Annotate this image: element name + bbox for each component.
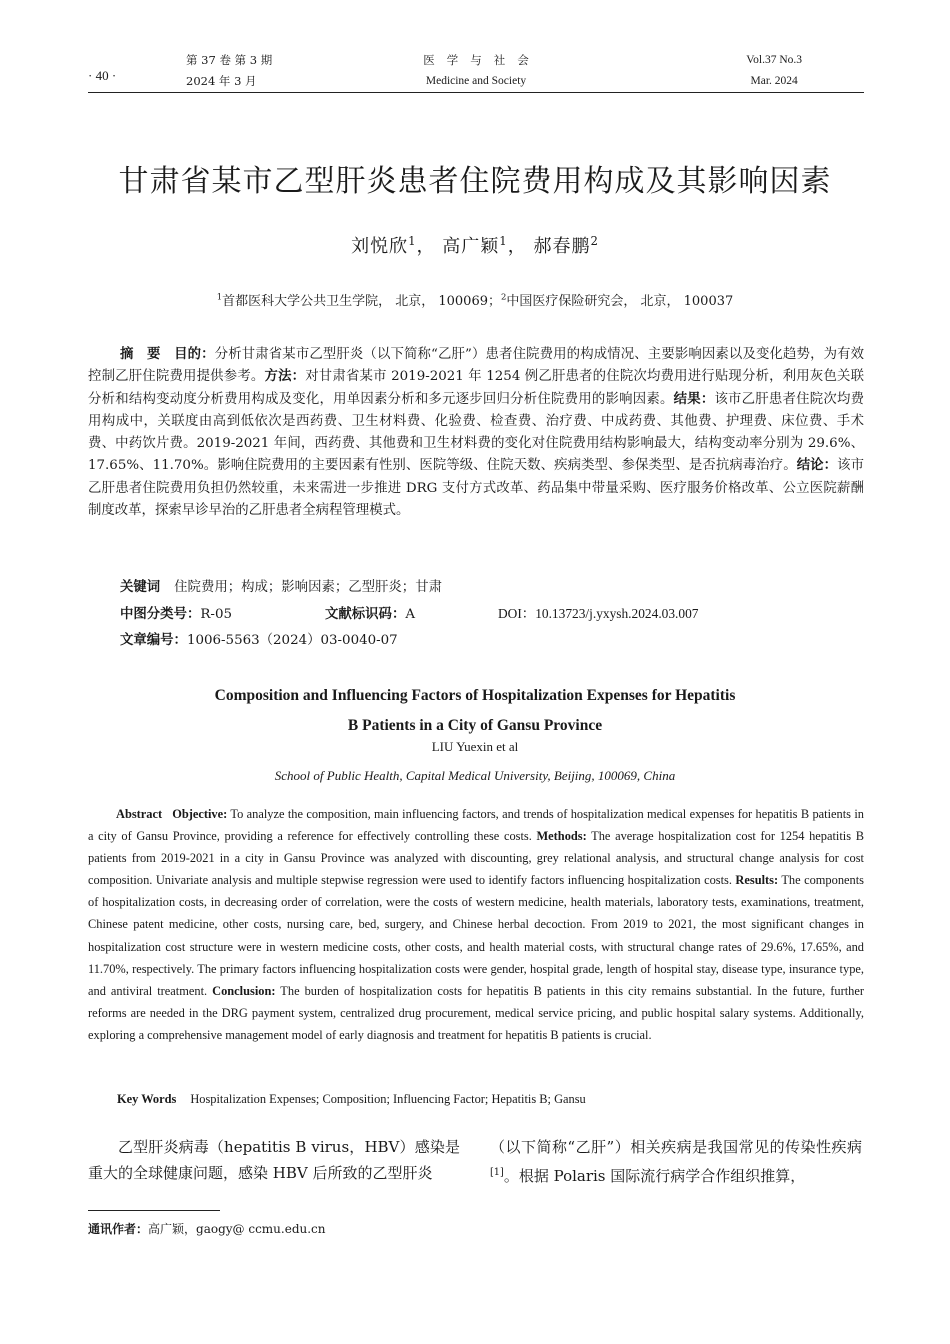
document-code <box>325 603 415 622</box>
clc-value: R-05 <box>200 607 232 622</box>
conclusion-en-text: The burden of hospitalization costs for hepatitis B patients in this city remains substantial. In the future, further reforms are needed in the DRG payment system, centralized drug procurement, medical service pricing, and public hospital salary systems. Additionally, exploring a comprehensive management model of early diagnosis and treatment for hepatitis B patients is crucial. <box>88 983 864 1042</box>
results-en-text: The components of hospitalization costs, in decreasing order of correlation, were the costs of western medicine, health materials, laboratory tests, examinations, treatment, Chinese patent medicine, other costs, nursing care, bed, surgery, and Chinese herbal decoction. From 2019 to 2021, the most significant changes in hospitalization cost structure were in western medicine costs, other costs, and health material costs, with structural change rates of 29.6%, 17.65%, and 11.70%, respectively. The primary factors influencing hospitalization costs were gender, hospital grade, length of hospital stay, disease type, insurance type, and antiviral treatment. <box>88 873 864 998</box>
article-number <box>120 629 398 648</box>
article-title-en <box>0 681 950 741</box>
author-affil-mark: 1 <box>499 234 508 248</box>
doc-value: A <box>405 607 416 622</box>
methods-en-label: Methods: <box>536 829 587 844</box>
author-name: 郝春鹏 <box>533 236 591 257</box>
author-name: 高广颖 <box>442 236 500 257</box>
body-right-text-cont: 。根据 Polaris 国际流行病学合作组织推算， <box>503 1167 806 1185</box>
author-name: 刘悦欣 <box>351 236 409 257</box>
abstract-cn <box>88 344 864 522</box>
affiliation-en: School of Public Health, Capital Medical University, Beijing, 100069, China <box>274 768 676 783</box>
title-en-line2: B Patients in a City of Gansu Province <box>347 717 603 734</box>
body-right-text: （以下简称“乙肝”）相关疾病是我国常见的传染性疾病 <box>490 1138 862 1156</box>
page-number: · 40 · <box>88 68 117 83</box>
journal-name-en: Medicine and Society <box>425 75 527 87</box>
results-text: 该市乙肝患者住院次均费用构成中，关联度由高到低依次是西药费、卫生材料费、化验费、检查费、治疗费、中成药费、其他费、护理费、床位费、手术费、中药饮片费。2019-2021 年间，西药费、其他费和卫生材料费的变化对住院费用结构影响最大，结构变动率分别为 29.6%、17.65%、11.70%。影响住院费用的主要因素有性别、医院等级、住院天数、疾病类型、参保类型、是否抗病毒治疗。 <box>88 391 865 474</box>
objective-en-label: Objective: <box>172 807 228 821</box>
conclusion-text: 该市乙肝患者住院费用负担仍然较重，未来需进一步推进 DRG 支付方式改革、药品集中带量采购、医疗服务价格改革、公立医院薪酬制度改革，探索早诊早治的乙肝患者全病程管理模式。 <box>88 458 865 519</box>
author-en: LIU Yuexin et al <box>431 739 519 754</box>
article-label: 文章编号： <box>120 633 187 648</box>
title-en-line1: Composition and Influencing Factors of Hospitalization Expenses for Hepatitis <box>214 687 736 704</box>
running-header <box>88 46 864 93</box>
date-en: Mar. 2024 <box>750 75 798 87</box>
footnote-text: 高广颖，gaogy@ ccmu.edu.cn <box>148 1222 326 1236</box>
keywords-en-text: Hospitalization Expenses; Composition; Influencing Factor; Hepatitis B; Gansu <box>190 1092 586 1106</box>
abstract-label: 摘 要 <box>120 347 161 362</box>
affil-text: 中国医疗保险研究会， 北京， 100037 <box>506 294 734 309</box>
affiliation-cn <box>0 290 950 309</box>
author-separator: ， <box>416 236 443 257</box>
volume-en: Vol.37 No.3 <box>746 54 802 66</box>
doc-label: 文献标识码： <box>325 607 406 622</box>
citation-ref: [1] <box>490 1167 504 1178</box>
body-column-left: 乙型肝炎病毒（hepatitis B virus，HBV）感染是重大的全球健康问题，感染 HBV 后所致的乙型肝炎 <box>88 1138 460 1182</box>
footnote <box>88 1220 326 1237</box>
objective-text: 分析甘肃省某市乙型肝炎（以下简称“乙肝”）患者住院费用的构成情况、主要影响因素以及变化趋势，为有效控制乙肝住院费用提供参考。 <box>88 347 865 385</box>
date-cn: 2024 年 3 月 <box>186 74 257 88</box>
keywords-en <box>117 1092 586 1107</box>
affil-mark: 1 <box>216 291 223 302</box>
journal-name-cn: 医学与社会 <box>423 53 541 67</box>
methods-label: 方法： <box>264 369 306 385</box>
author-affil-mark: 2 <box>590 234 599 248</box>
keywords-en-label: Key Words <box>117 1092 177 1106</box>
methods-text: 对甘肃省某市 2019-2021 年 1254 例乙肝患者的住院次均费用进行贴现分析，利用灰色关联分析和结构变动度分析费用构成及变化，用单因素分析和多元逐步回归分析住院费用的影响因素。 <box>88 369 865 407</box>
header-volume-en <box>746 50 802 92</box>
footnote-label: 通讯作者： <box>88 1222 149 1236</box>
clc-label: 中图分类号： <box>120 607 201 622</box>
doi: DOI：10.13723/j.yxysh.2024.03.007 <box>498 606 699 621</box>
objective-en-text: To analyze the composition, main influencing factors, and trends of hospitalization medical expenses for hepatitis B patients in a city of Gansu Province, providing a reference for effectively controlling these costs. <box>88 807 865 844</box>
footnote-divider <box>88 1210 220 1211</box>
body-column-right <box>490 1134 862 1189</box>
article-title-cn: 甘肃省某市乙型肝炎患者住院费用构成及其影响因素 <box>118 164 832 199</box>
affil-text: 首都医科大学公共卫生学院， 北京， 100069； <box>222 294 501 309</box>
article-value: 1006-5563（2024）03-0040-07 <box>186 633 398 648</box>
results-en-label: Results: <box>735 873 779 888</box>
conclusion-en-label: Conclusion: <box>212 983 276 998</box>
objective-label: 目的： <box>174 347 215 362</box>
author-list-cn <box>0 232 950 258</box>
affil-mark: 2 <box>501 291 507 302</box>
author-separator: ， <box>507 236 534 257</box>
conclusion-label: 结论： <box>796 458 838 474</box>
methods-en-text: The average hospitalization cost for 1254 hepatitis B patients from 2019-2021 in a city in Gansu Province was analyzed with discounting, grey relational analysis, and structural change analysis for cost composition. Univariate analysis and multiple stepwise regression were used to identify factors influencing hospitalization costs. <box>88 829 864 888</box>
abstract-en-label: Abstract <box>116 807 163 821</box>
keywords-label: 关键词 <box>120 580 161 595</box>
keywords-text: 住院费用；构成；影响因素；乙型肝炎；甘肃 <box>174 580 442 595</box>
clc-number <box>120 603 232 622</box>
results-label: 结果： <box>673 391 715 407</box>
volume-cn: 第 37 卷 第 3 期 <box>186 53 273 67</box>
keywords-cn <box>120 576 442 595</box>
author-affil-mark: 1 <box>408 234 417 248</box>
abstract-en <box>88 803 864 1046</box>
